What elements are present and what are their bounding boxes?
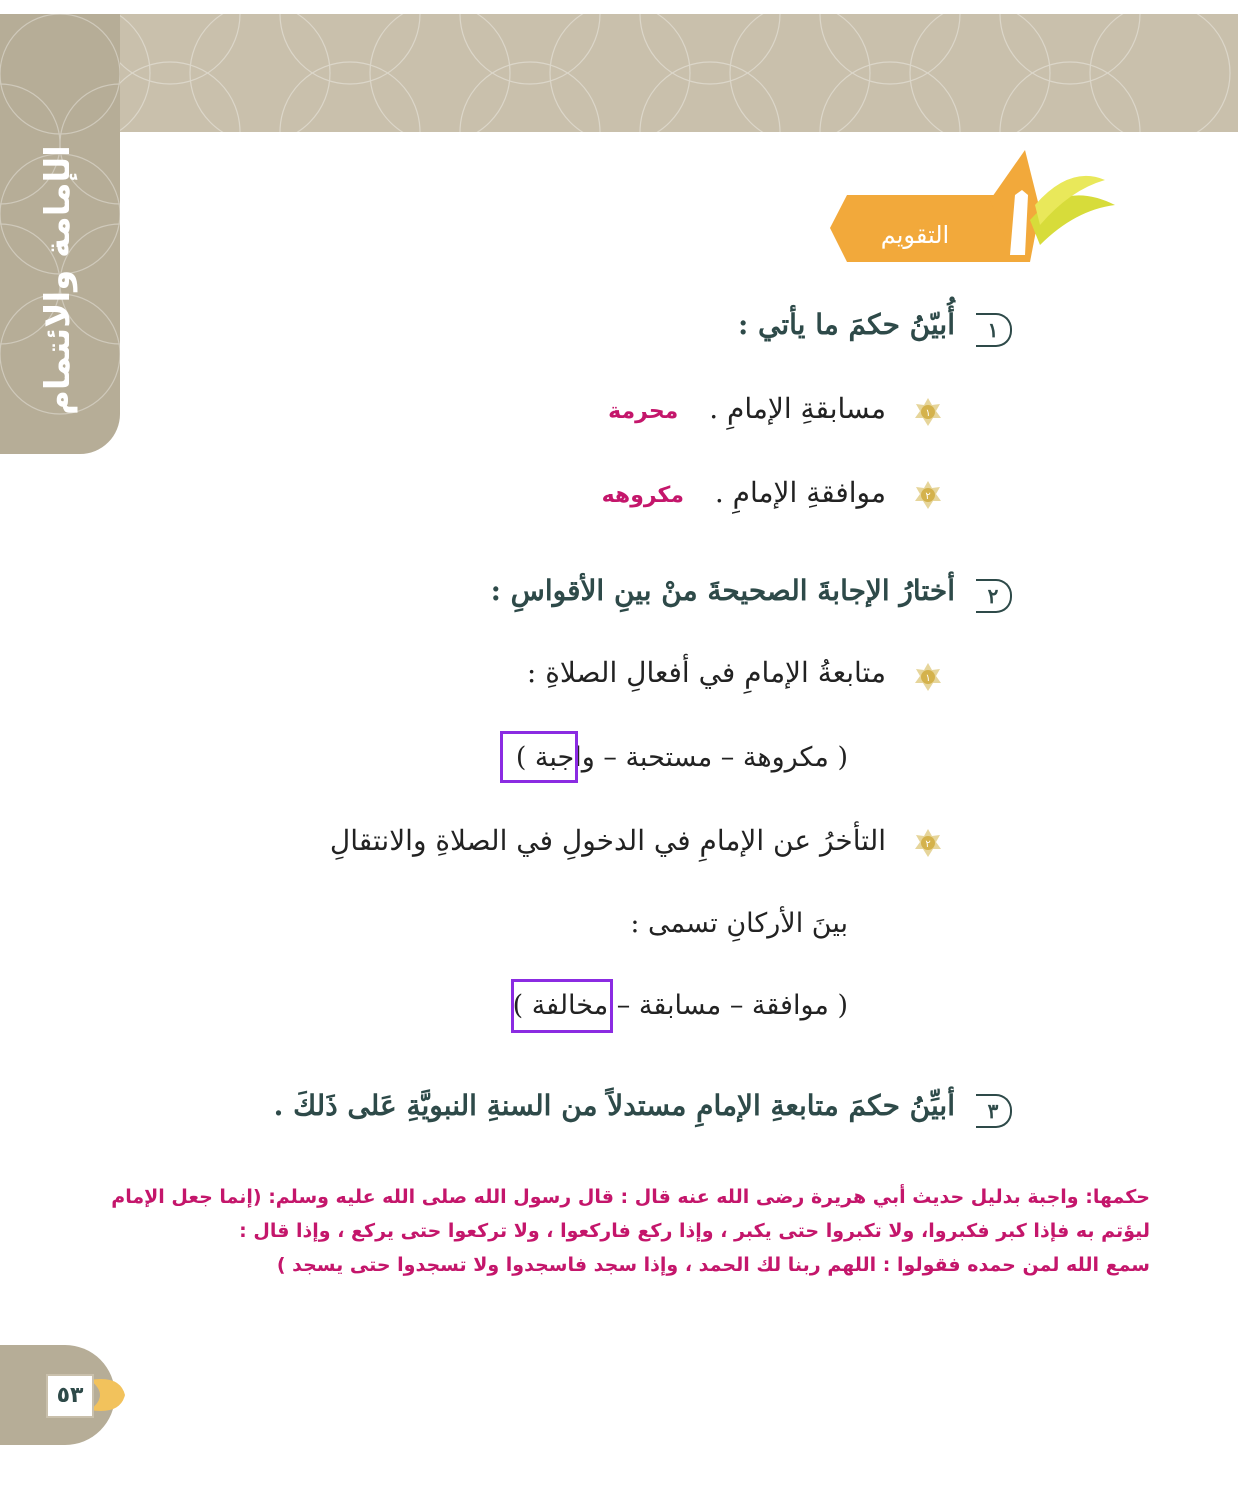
section-label: التقويم — [880, 221, 950, 249]
q2-item-1-text: متابعةُ الإمامِ في أفعالِ الصلاةِ : — [526, 656, 886, 689]
question-number-1: ١ — [976, 313, 1012, 347]
q2-item-2-line1: التأخرُ عن الإمامِ في الدخولِ في الصلاةِ والانتقالِ — [329, 824, 886, 857]
svg-text:١: ١ — [925, 673, 931, 684]
page-number: ٥٣ — [46, 1374, 94, 1418]
question-1-text: أُبيّنُ حكمَ ما يأتي : — [737, 308, 955, 341]
chapter-title: الإمامة والائتمام — [38, 145, 78, 415]
selected-answer-box-1 — [500, 731, 578, 783]
arabesque-pattern — [0, 14, 1238, 132]
q1-item-1 — [608, 392, 886, 425]
svg-text:٢: ٢ — [925, 839, 931, 850]
answer-line-3: سمع الله لمن حمده فقولوا : اللهم ربنا لك الحمد ، وإذا سجد فاسجدوا ولا تسجدوا حتى يسجد ) — [276, 1254, 1150, 1276]
flower-bullet-icon — [913, 828, 943, 858]
svg-text:٢: ٢ — [925, 491, 931, 502]
flower-bullet-icon — [913, 397, 943, 427]
q1-item-2 — [602, 476, 886, 509]
q2-item-2-choices: ( موافقة – مسابقة – مخالفة ) — [512, 990, 848, 1021]
q1-item-1-text: مسابقةِ الإمامِ . — [709, 392, 886, 425]
selected-answer-box-2 — [511, 979, 613, 1033]
question-number-2: ٢ — [976, 579, 1012, 613]
question-3-text: أبيِّنُ حكمَ متابعةِ الإمامِ مستدلاً من السنةِ النبويَّةِ عَلى ذَلكَ . — [273, 1089, 955, 1122]
svg-text:١: ١ — [925, 408, 931, 419]
q2-item-1-choices: ( مكروهة – مستحبة – واجبة ) — [515, 742, 848, 773]
flower-bullet-icon — [913, 480, 943, 510]
question-2-text: أختارُ الإجابةَ الصحيحةَ منْ بينِ الأقواسِ : — [490, 574, 955, 607]
answer-text — [105, 1180, 1150, 1282]
flower-bullet-icon — [913, 662, 943, 692]
answer-line-1: حكمها: واجبة بدليل حديث أبي هريرة رضى الله عنه قال : قال رسول الله صلى الله عليه وسلم: (إنما جعل الإمام — [111, 1186, 1150, 1208]
question-number-3: ٣ — [976, 1094, 1012, 1128]
answer-line-2: ليؤتم به فإذا كبر فكبروا، ولا تكبروا حتى يكبر ، وإذا ركع فاركعوا ، ولا تركعوا حتى يركع ، وإذا قال : — [239, 1220, 1150, 1242]
q1-item-1-answer: محرمة — [608, 399, 679, 424]
header-band — [0, 14, 1238, 132]
q1-item-2-answer: مكروهه — [601, 483, 684, 508]
q2-item-2-line2: بينَ الأركانِ تسمى : — [630, 908, 848, 939]
q1-item-2-text: موافقةِ الإمامِ . — [714, 476, 886, 509]
